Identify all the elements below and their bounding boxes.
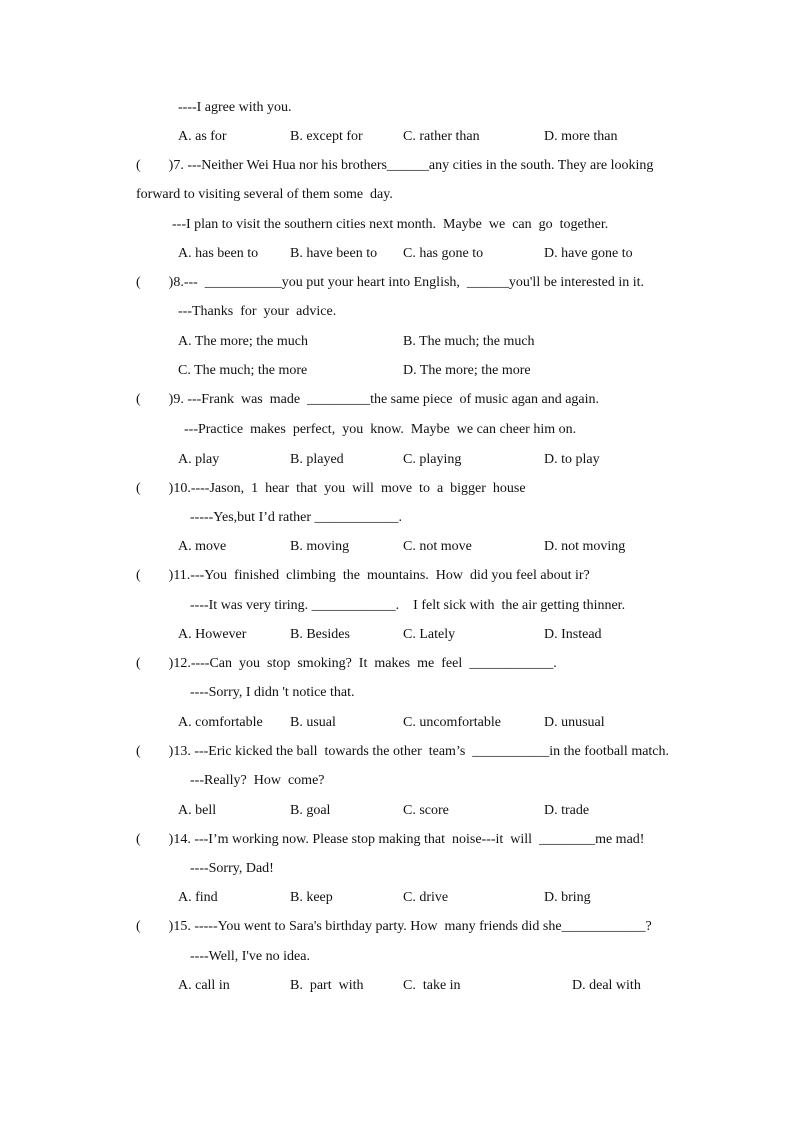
q13-option-b: B. goal	[290, 803, 331, 818]
q15-option-c: C. take in	[403, 978, 461, 993]
q14-option-b: B. keep	[290, 890, 333, 905]
q6-option-a: A. as for	[178, 129, 227, 144]
q11-reply: ----It was very tiring. ____________. I felt sick with the air getting thinner.	[190, 598, 626, 613]
q14-reply: ----Sorry, Dad!	[190, 861, 274, 876]
q9-stem: ( )9. ---Frank was made _________the same piece of music agan and again.	[136, 392, 600, 407]
q12-option-a: A. comfortable	[178, 715, 263, 730]
q8-option-a: A. The more; the much	[178, 334, 308, 349]
q10-option-c: C. not move	[403, 539, 472, 554]
q13-option-a: A. bell	[178, 803, 217, 818]
q7-reply: ---I plan to visit the southern cities next month. Maybe we can go together.	[172, 217, 609, 232]
q8-stem: ( )8.--- ___________you put your heart into English, ______you'll be interested in it.	[136, 275, 645, 290]
q9-option-d: D. to play	[544, 452, 600, 467]
q12-stem: ( )12.----Can you stop smoking? It makes me feel ____________.	[136, 656, 557, 671]
q9-option-b: B. played	[290, 452, 344, 467]
q7-option-b: B. have been to	[290, 246, 378, 261]
q15-option-d: D. deal with	[572, 978, 641, 993]
q6-option-b: B. except for	[290, 129, 363, 144]
q11-option-a: A. However	[178, 627, 247, 642]
q10-reply: -----Yes,but I’d rather ____________.	[190, 510, 403, 525]
q11-option-c: C. Lately	[403, 627, 456, 642]
q6-reply: ----I agree with you.	[178, 100, 292, 115]
q8-reply: ---Thanks for your advice.	[178, 304, 337, 319]
q7-option-a: A. has been to	[178, 246, 259, 261]
q12-option-c: C. uncomfortable	[403, 715, 501, 730]
q14-option-d: D. bring	[544, 890, 591, 905]
q7-option-c: C. has gone to	[403, 246, 484, 261]
q13-stem: ( )13. ---Eric kicked the ball towards the other team’s ___________in the football match.	[136, 744, 670, 759]
q6-option-d: D. more than	[544, 129, 618, 144]
q15-reply: ----Well, I've no idea.	[190, 949, 310, 964]
q8-option-b: B. The much; the much	[403, 334, 535, 349]
q10-option-d: D. not moving	[544, 539, 626, 554]
q11-option-b: B. Besides	[290, 627, 350, 642]
q9-option-c: C. playing	[403, 452, 462, 467]
q14-stem: ( )14. ---I’m working now. Please stop making that noise---it will ________me mad!	[136, 832, 645, 847]
q10-option-b: B. moving	[290, 539, 350, 554]
q11-option-d: D. Instead	[544, 627, 602, 642]
q13-option-c: C. score	[403, 803, 449, 818]
q15-stem: ( )15. -----You went to Sara's birthday party. How many friends did she____________?	[136, 919, 652, 934]
q13-reply: ---Really? How come?	[190, 773, 325, 788]
q15-option-a: A. call in	[178, 978, 230, 993]
q12-reply: ----Sorry, I didn 't notice that.	[190, 685, 355, 700]
q13-option-d: D. trade	[544, 803, 590, 818]
q7-stem: ( )7. ---Neither Wei Hua nor his brothers______any cities in the south. They are looking	[136, 158, 654, 173]
q14-option-a: A. find	[178, 890, 218, 905]
q14-option-c: C. drive	[403, 890, 449, 905]
q9-reply: ---Practice makes perfect, you know. Maybe we can cheer him on.	[184, 422, 577, 437]
q8-option-c: C. The much; the more	[178, 363, 308, 378]
q10-option-a: A. move	[178, 539, 227, 554]
q9-option-a: A. play	[178, 452, 220, 467]
q11-stem: ( )11.---You finished climbing the mountains. How did you feel about ir?	[136, 568, 590, 583]
q8-option-d: D. The more; the more	[403, 363, 531, 378]
q12-option-b: B. usual	[290, 715, 336, 730]
q7-stem-cont: forward to visiting several of them some day.	[136, 187, 393, 202]
q10-stem: ( )10.----Jason, 1 hear that you will move to a bigger house	[136, 481, 526, 496]
q7-option-d: D. have gone to	[544, 246, 633, 261]
q15-option-b: B. part with	[290, 978, 364, 993]
q6-option-c: C. rather than	[403, 129, 480, 144]
q12-option-d: D. unusual	[544, 715, 605, 730]
